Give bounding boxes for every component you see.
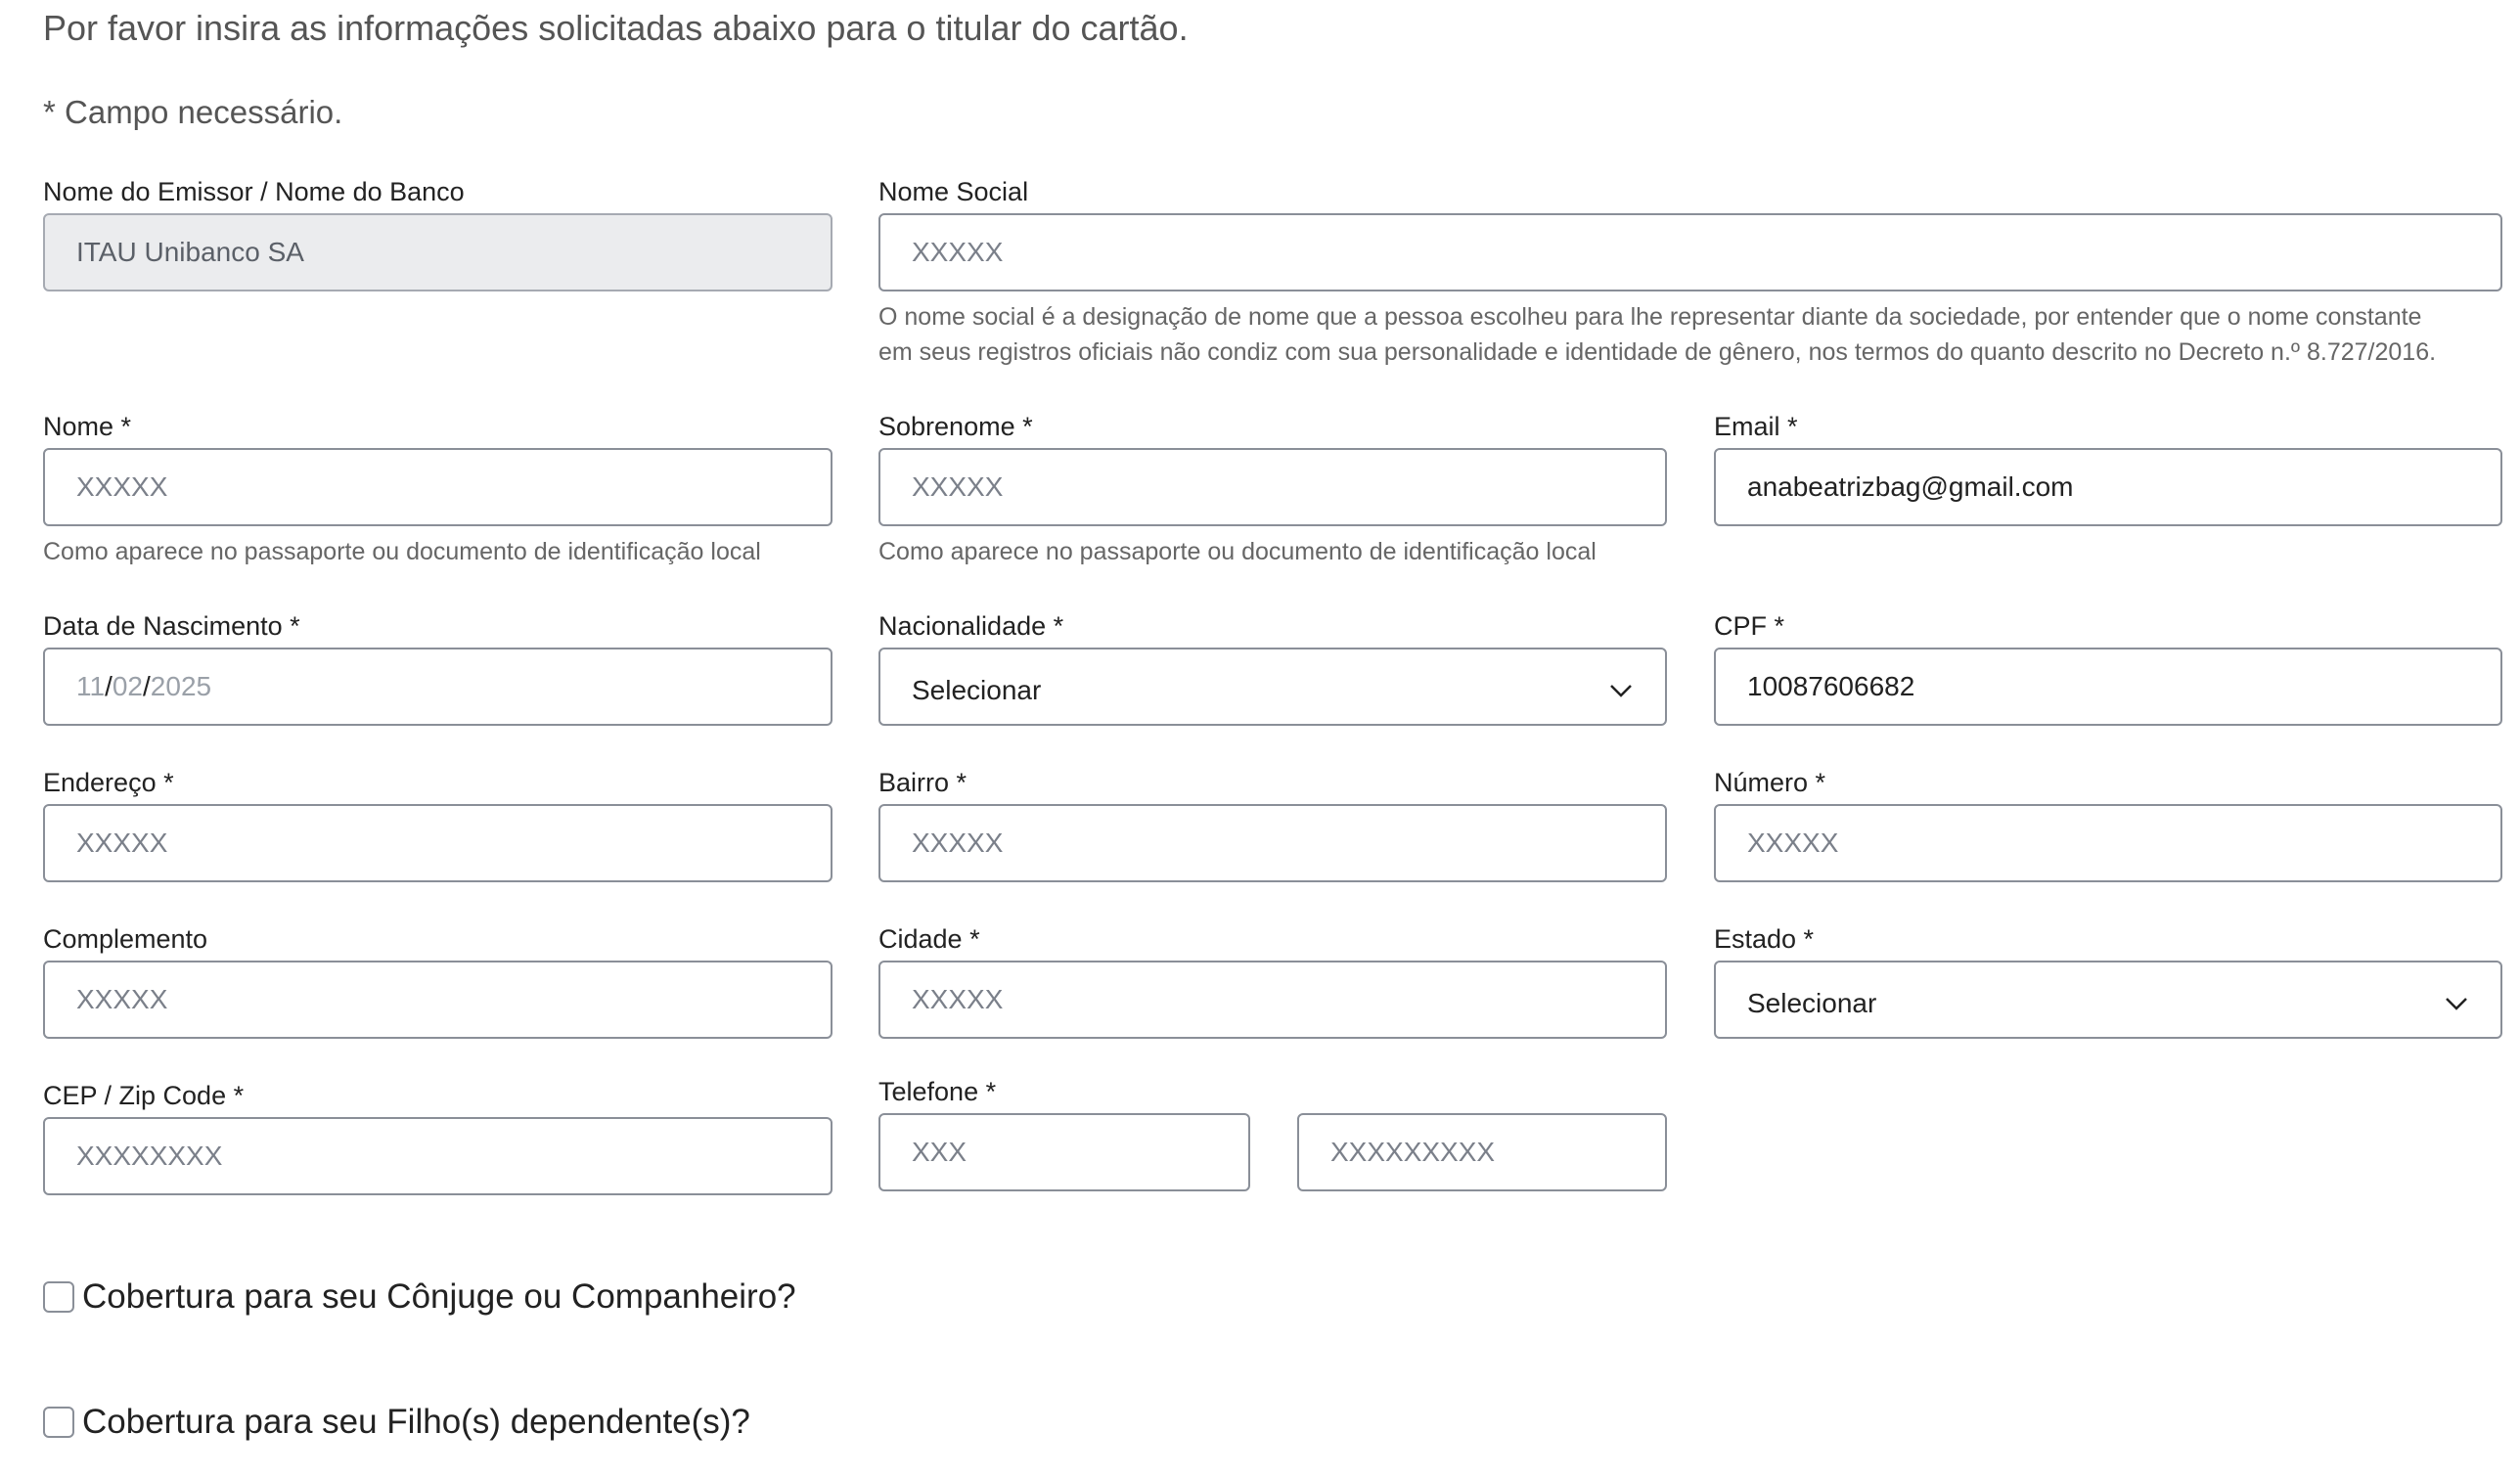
birth-day[interactable]: 11 (76, 671, 106, 701)
nationality-label: Nacionalidade * (878, 611, 1064, 641)
social-name-hint-line1: O nome social é a designação de nome que a pessoa escolheu para lhe representar diante da sociedade, por entender que o nome constante (878, 303, 2422, 331)
address-placeholder: XXXXX (76, 828, 168, 858)
email-input[interactable] (1714, 448, 2502, 526)
social-name-hint (878, 299, 2436, 370)
number-placeholder: XXXXX (1747, 828, 1839, 858)
phone-area-input[interactable] (878, 1113, 1250, 1191)
birth-date-label: Data de Nascimento * (43, 611, 300, 641)
cpf-input[interactable] (1714, 648, 2502, 726)
state-label: Estado * (1714, 924, 1815, 954)
cpf-label: CPF * (1714, 611, 1785, 641)
city-placeholder: XXXXX (912, 984, 1004, 1014)
issuer-value: ITAU Unibanco SA (76, 237, 304, 267)
nationality-value: Selecionar (912, 675, 1042, 705)
date-separator: / (143, 671, 151, 701)
district-input[interactable] (878, 804, 1667, 882)
number-input[interactable] (1714, 804, 2502, 882)
coverage-spouse-label[interactable]: Cobertura para seu Cônjuge ou Companheiro? (82, 1277, 796, 1316)
zip-placeholder: XXXXXXXX (76, 1141, 223, 1171)
required-note: * Campo necessário. (43, 94, 343, 130)
number-label: Número * (1714, 768, 1826, 797)
phone-label: Telefone * (878, 1077, 997, 1106)
first-name-label: Nome * (43, 412, 132, 441)
phone-area-placeholder: XXX (912, 1137, 968, 1167)
nationality-select[interactable] (878, 648, 1667, 726)
coverage-spouse-row[interactable] (43, 1277, 796, 1317)
cpf-value: 10087606682 (1747, 671, 1915, 701)
coverage-spouse-checkbox[interactable] (43, 1281, 74, 1313)
last-name-input[interactable] (878, 448, 1667, 526)
complement-label: Complemento (43, 924, 208, 954)
social-name-hint-line2: em seus registros oficiais não condiz com sua personalidade e identidade de gênero, nos termos do quanto descrito no Decreto n.º 8.727/2016. (878, 338, 2437, 366)
birth-year[interactable]: 2025 (150, 671, 212, 701)
coverage-children-checkbox[interactable] (43, 1407, 74, 1438)
district-label: Bairro * (878, 768, 968, 797)
chevron-down-icon (2444, 995, 2469, 1012)
complement-placeholder: XXXXX (76, 984, 168, 1014)
first-name-input[interactable] (43, 448, 832, 526)
social-name-input[interactable] (878, 213, 2502, 291)
last-name-label: Sobrenome * (878, 412, 1033, 441)
issuer-field (43, 213, 832, 291)
first-name-placeholder: XXXXX (76, 471, 168, 502)
address-input[interactable] (43, 804, 832, 882)
date-separator: / (105, 671, 112, 701)
email-label: Email * (1714, 412, 1798, 441)
zip-label: CEP / Zip Code * (43, 1081, 245, 1110)
first-name-hint: Como aparece no passaporte ou documento de identificação local (43, 538, 761, 565)
last-name-placeholder: XXXXX (912, 471, 1004, 502)
address-label: Endereço * (43, 768, 174, 797)
birth-month[interactable]: 02 (112, 671, 144, 701)
chevron-down-icon (1608, 682, 1634, 699)
email-value: anabeatrizbag@gmail.com (1747, 471, 2074, 502)
coverage-children-row[interactable] (43, 1403, 750, 1442)
phone-number-input[interactable] (1297, 1113, 1667, 1191)
issuer-label: Nome do Emissor / Nome do Banco (43, 177, 465, 206)
city-label: Cidade * (878, 924, 980, 954)
state-select[interactable] (1714, 961, 2502, 1039)
social-name-placeholder: XXXXX (912, 237, 1004, 267)
intro-text: Por favor insira as informações solicitadas abaixo para o titular do cartão. (43, 8, 1189, 48)
phone-number-placeholder: XXXXXXXXX (1330, 1137, 1496, 1167)
complement-input[interactable] (43, 961, 832, 1039)
city-input[interactable] (878, 961, 1667, 1039)
social-name-label: Nome Social (878, 177, 1029, 206)
birth-date-input[interactable] (43, 648, 832, 726)
zip-input[interactable] (43, 1117, 832, 1195)
coverage-children-label[interactable]: Cobertura para seu Filho(s) dependente(s)? (82, 1403, 750, 1441)
last-name-hint: Como aparece no passaporte ou documento de identificação local (878, 538, 1597, 565)
district-placeholder: XXXXX (912, 828, 1004, 858)
state-value: Selecionar (1747, 988, 1877, 1018)
